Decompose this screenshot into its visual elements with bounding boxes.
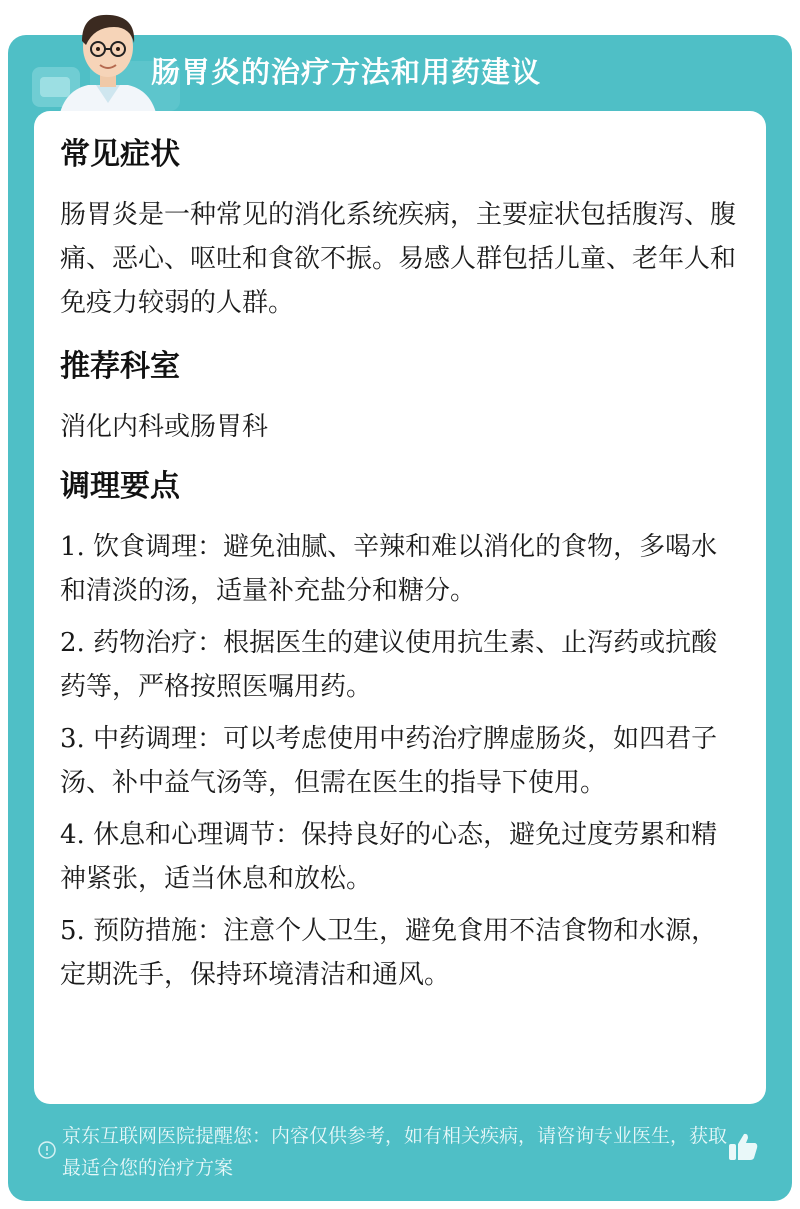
- disclaimer-notice: 京东互联网医院提醒您：内容仅供参考，如有相关疾病，请咨询专业医生，获取最适合您的治疗方案: [62, 1125, 728, 1179]
- care-item-1: [60, 525, 740, 613]
- section-heading-care: 调理要点: [60, 469, 180, 504]
- doctor-avatar-icon: [48, 5, 168, 123]
- symptoms-text: 肠胃炎是一种常见的消化系统疾病，主要症状包括腹泻、腹痛、恶心、呕吐和食欲不振。易感人群包括儿童、老年人和免疫力较弱的人群。: [60, 200, 737, 318]
- care-item-text: 中药调理：可以考虑使用中药治疗脾虚肠炎，如四君子汤、补中益气汤等，但需在医生的指导下使用。: [60, 724, 718, 798]
- section-heading-department: 推荐科室: [60, 349, 180, 384]
- care-item-number: 3.: [60, 724, 85, 754]
- care-item-number: 5.: [60, 916, 85, 946]
- page-title: 肠胃炎的治疗方法和用药建议: [151, 55, 542, 89]
- care-item-4: [60, 813, 740, 901]
- care-item-text: 饮食调理：避免油腻、辛辣和难以消化的食物，多喝水和清淡的汤，适量补充盐分和糖分。: [60, 532, 718, 606]
- care-item-3: [60, 717, 740, 805]
- info-icon: [38, 1141, 56, 1159]
- care-item-text: 预防措施：注意个人卫生，避免食用不洁食物和水源，定期洗手，保持环境清洁和通风。: [60, 916, 718, 990]
- care-item-number: 1.: [60, 532, 85, 562]
- care-item-number: 2.: [60, 628, 85, 658]
- care-item-text: 药物治疗：根据医生的建议使用抗生素、止泻药或抗酸药等，严格按照医嘱用药。: [60, 628, 718, 702]
- content-panel: [34, 111, 766, 1104]
- care-item-5: [60, 909, 740, 997]
- department-text: 消化内科或肠胃科: [60, 412, 269, 442]
- article-card: [8, 35, 792, 1201]
- care-item-text: 休息和心理调节：保持良好的心态，避免过度劳累和精神紧张，适当休息和放松。: [60, 820, 718, 894]
- care-item-number: 4.: [60, 820, 85, 850]
- section-heading-symptoms: 常见症状: [60, 137, 180, 172]
- thumbs-up-icon[interactable]: [726, 1130, 760, 1164]
- care-item-2: [60, 621, 740, 709]
